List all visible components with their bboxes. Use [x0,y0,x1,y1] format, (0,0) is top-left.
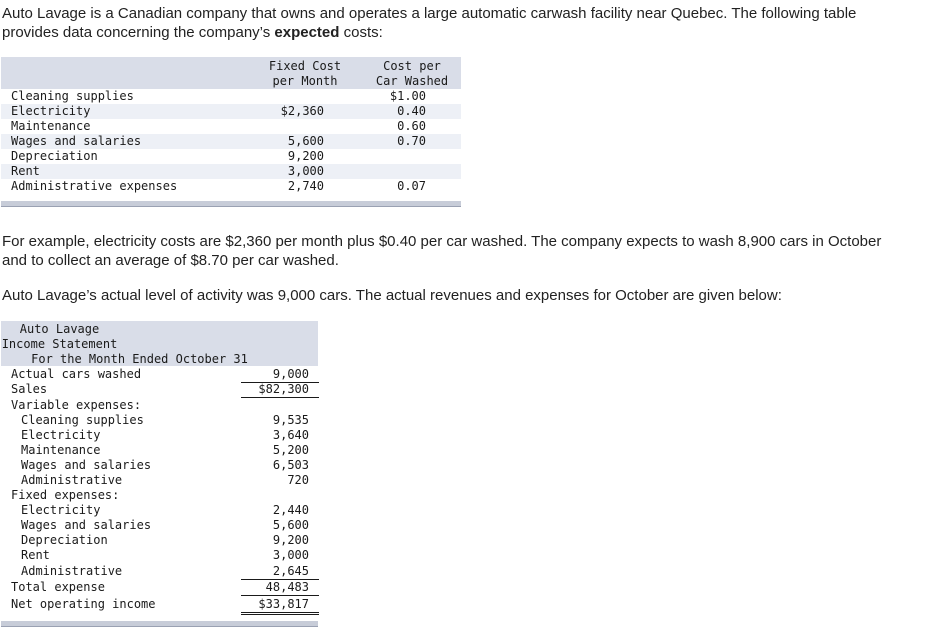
row-value: 720 [287,473,309,487]
row-label: Wages and salaries [11,134,142,148]
fixed-cost-header-line-2: per Month [272,74,338,88]
example-line-1: For example, electricity costs are $2,360 per month plus $0.40 per car washed. The company expects to wash 8,900 cars in October [2,233,882,250]
table-row [1,428,318,443]
cost-per-car-value: 0.40 [397,104,426,118]
cost-per-car-value: 0.70 [397,134,426,148]
intro-line-2-end: costs: [339,24,383,41]
row-label: Electricity [21,503,101,517]
table-row [1,503,318,518]
row-label: Cleaning supplies [21,413,144,427]
cost-per-car-header-line-2: Car Washed [375,74,449,88]
net-income-value: $33,817 [258,597,309,611]
table-row [1,367,318,382]
intro-line-2-start: provides data concerning the company’s [2,24,275,41]
table-row [1,134,461,149]
intro-paragraph [2,4,856,42]
row-value: 5,600 [272,518,309,532]
company-title: Auto Lavage [19,322,100,336]
row-label: Electricity [11,104,91,118]
cost-per-car-header-line-1: Cost per [383,59,441,73]
table-bottom-bar [1,201,461,207]
row-label: Rent [21,548,50,562]
row-label: Sales [11,382,48,396]
row-value: 3,000 [272,548,309,562]
fixed-cost-value: 3,000 [287,164,324,178]
row-label: Maintenance [11,119,91,133]
intro-line-2-bold: expected [274,24,340,41]
row-value: 9,200 [272,533,309,547]
net-income-label: Net operating income [11,597,156,611]
fixed-cost-header [251,59,359,89]
fixed-cost-value: 2,740 [287,179,324,193]
expected-cost-table [1,57,461,207]
row-label: Administrative expenses [11,179,178,193]
fixed-cost-value: 9,200 [287,149,324,163]
row-value: 6,503 [272,458,309,472]
example-paragraph [2,232,881,270]
total-expense-label: Total expense [11,580,105,594]
total-expense-value: 48,483 [265,580,309,594]
row-value: 9,000 [272,367,309,381]
row-value: 2,645 [272,564,309,578]
table-row [1,119,461,134]
fixed-cost-value: $2,360 [280,104,324,118]
row-value: 9,535 [272,413,309,427]
table-row [1,548,318,563]
table-row [1,164,461,179]
double-underline [241,612,319,613]
period-title: For the Month Ended October 31 [31,352,248,366]
table-row [1,413,318,428]
row-value: 2,440 [272,503,309,517]
row-label: Maintenance [21,443,101,457]
table-row [1,443,318,458]
row-label: Rent [11,164,40,178]
table-row [1,580,318,595]
row-label: Wages and salaries [21,518,152,532]
table-row [1,473,318,488]
table-row [1,149,461,164]
intro-line-2 [2,23,856,42]
table-row [1,89,461,104]
intro-line-1: Auto Lavage is a Canadian company that owns and operates a large automatic carwash facility near Quebec. The following table [2,5,857,22]
table-bottom-bar [1,621,318,627]
table-row [1,533,318,548]
table-row [1,458,318,473]
income-statement-table [1,321,318,627]
table-row [1,104,461,119]
example-line-2: and to collect an average of $8.70 per car washed. [2,252,339,269]
table-row [1,597,318,612]
table-row [1,382,318,397]
section-label: Fixed expenses: [11,488,120,502]
row-label: Administrative [21,473,123,487]
row-label: Depreciation [11,149,98,163]
table-row [1,564,318,579]
cost-per-car-header [363,59,461,89]
double-underline [241,614,319,615]
section-label: Variable expenses: [11,398,142,412]
cost-per-car-value: 0.60 [397,119,426,133]
fixed-cost-value: 5,600 [287,134,324,148]
row-label: Electricity [21,428,101,442]
row-value: 3,640 [272,428,309,442]
row-label: Administrative [21,564,123,578]
row-label: Cleaning supplies [11,89,134,103]
fixed-cost-header-line-1: Fixed Cost [268,59,342,73]
table-row [1,179,461,194]
table-row [1,398,318,413]
actual-activity-paragraph: Auto Lavage’s actual level of activity was 9,000 cars. The actual revenues and expenses for October are given below: [2,287,782,304]
row-value: 5,200 [272,443,309,457]
row-label: Wages and salaries [21,458,152,472]
row-value: $82,300 [258,382,309,396]
table-row [1,518,318,533]
statement-title: Income Statement [1,337,118,351]
table-row [1,488,318,503]
row-label: Depreciation [21,533,108,547]
underline [241,595,319,596]
cost-per-car-value: $1.00 [389,89,426,103]
cost-per-car-value: 0.07 [397,179,426,193]
row-label: Actual cars washed [11,367,142,381]
